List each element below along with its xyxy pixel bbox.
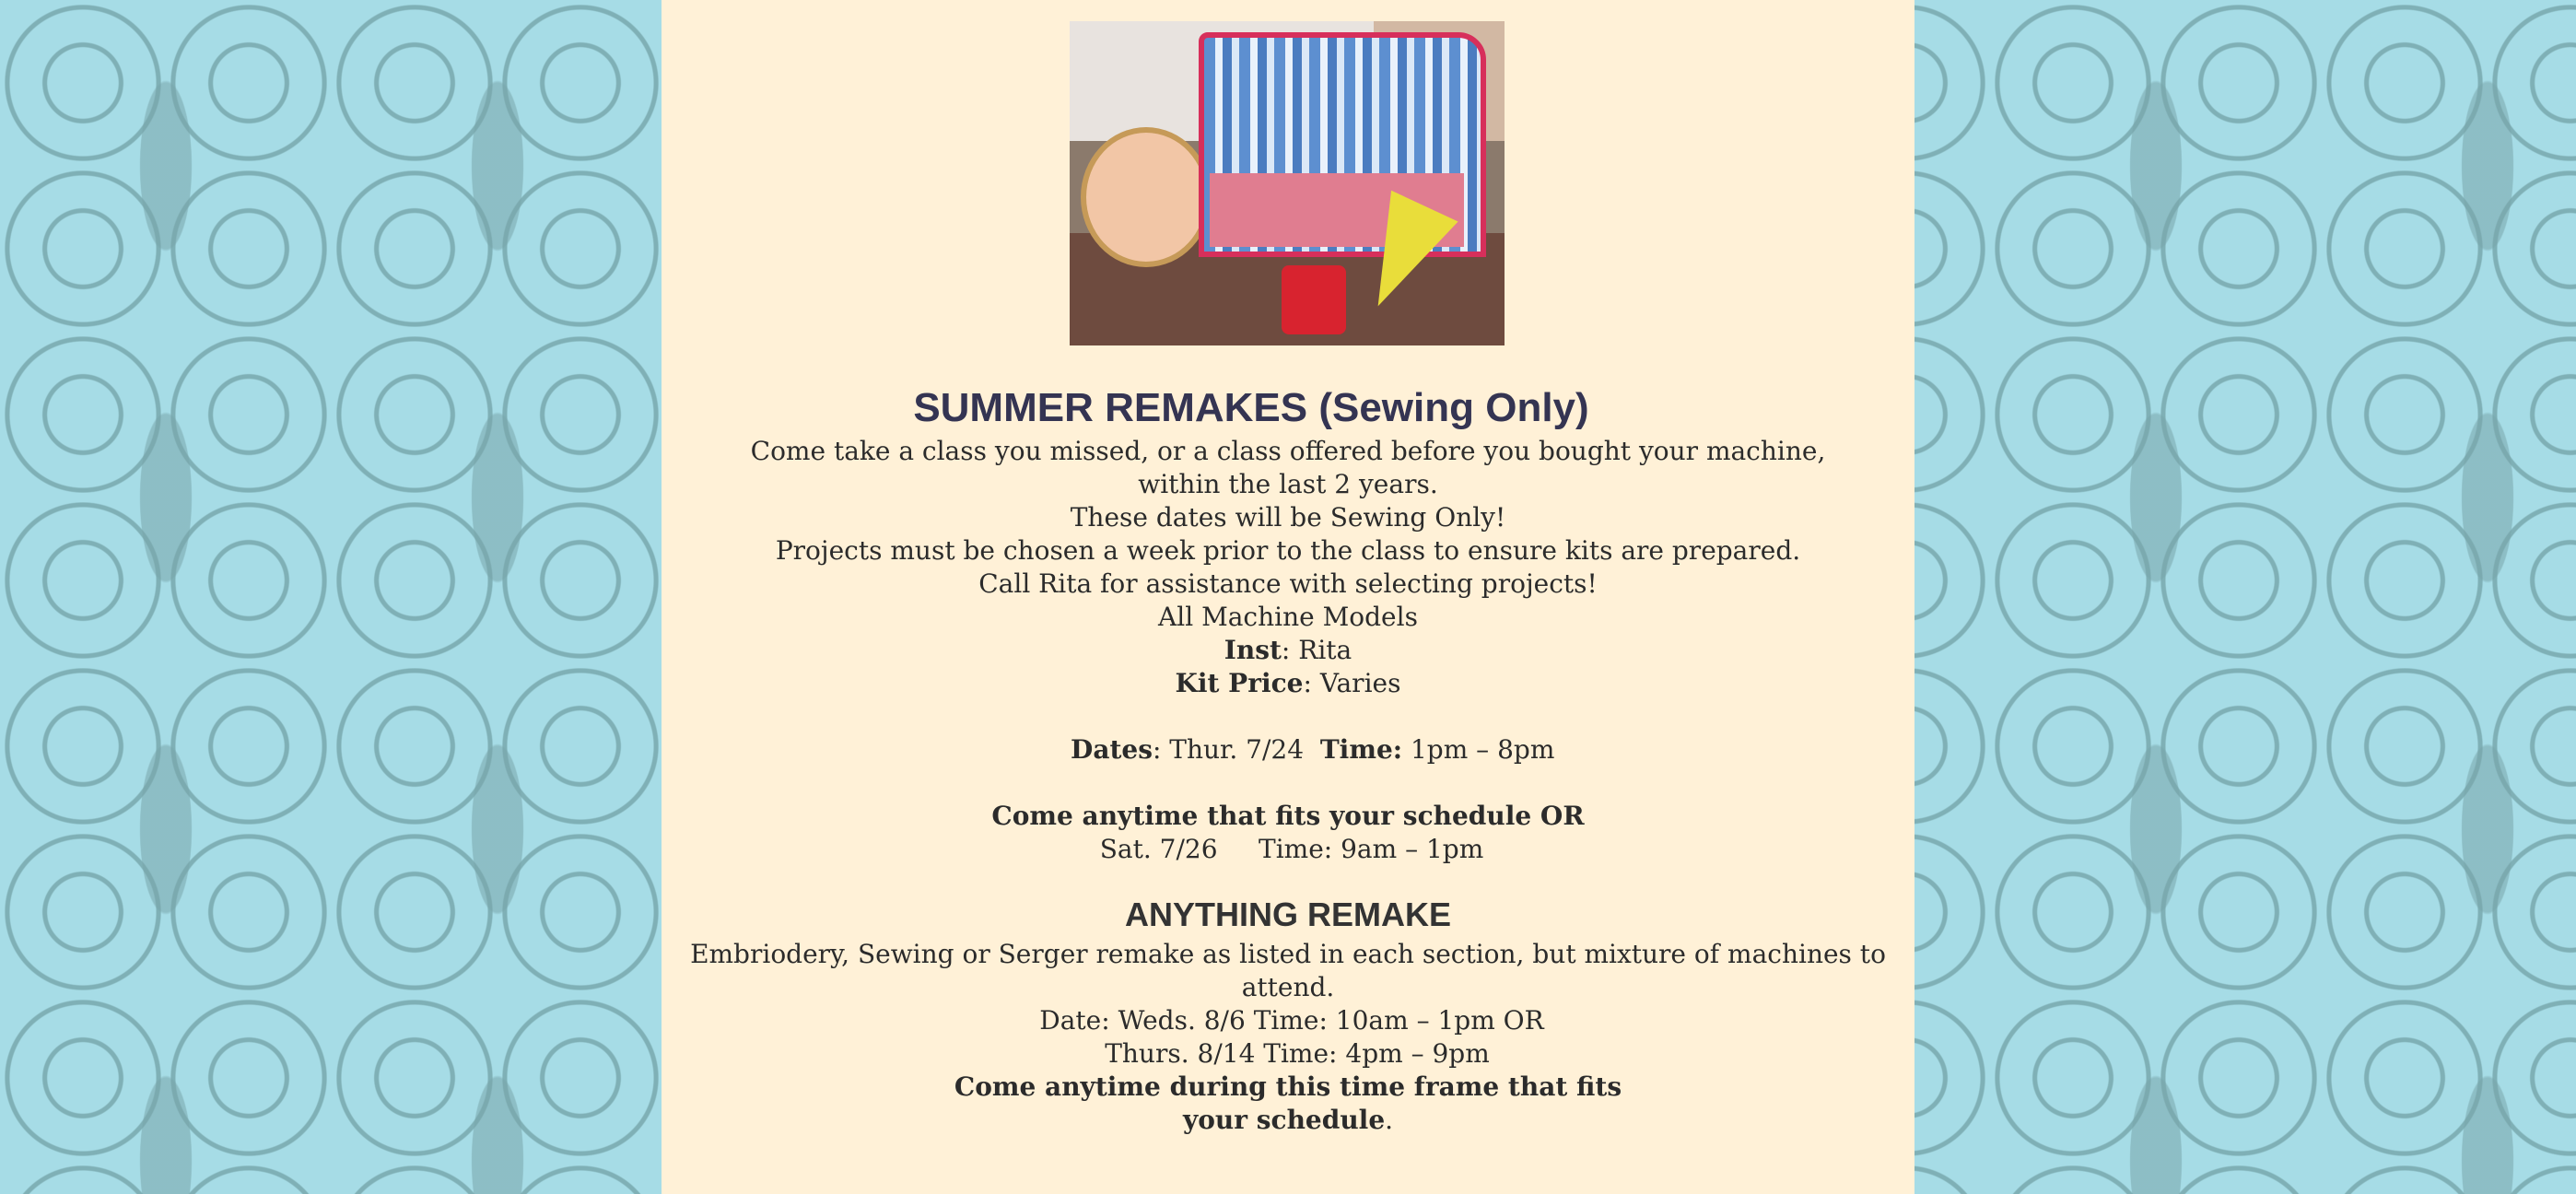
- instructor-line: [662, 634, 1914, 667]
- kit-price-line: [662, 667, 1914, 700]
- photo-basket: [1081, 127, 1212, 267]
- anything-remake-title: ANYTHING REMAKE: [1124, 896, 1451, 933]
- saturday-line: Sat. 7/26 Time: 9am – 1pm: [1099, 834, 1484, 864]
- dates-label: Dates: [1071, 734, 1153, 765]
- time-value: 1pm – 8pm: [1402, 734, 1555, 765]
- note-line-3: Call Rita for assistance with selecting projects!: [978, 568, 1598, 599]
- summer-remakes-title: SUMMER REMAKES (Sewing Only): [913, 385, 1589, 430]
- sewing-projects-photo: [1070, 21, 1505, 345]
- section-gap: [662, 866, 1914, 892]
- come-anytime-line: [662, 800, 1914, 833]
- intro-line-1: Come take a class you missed, or a class offered before you bought your machine,: [750, 436, 1826, 466]
- anything-come-2: [662, 1104, 1914, 1137]
- anything-come-text-2: your schedule: [1182, 1105, 1386, 1135]
- note-line-1: These dates will be Sewing Only!: [1070, 502, 1506, 533]
- come-anytime-text: Come anytime that fits your schedule OR: [991, 801, 1585, 831]
- dates-line: [662, 700, 1914, 800]
- anything-date-1: Date: Weds. 8/6 Time: 10am – 1pm OR: [1039, 1005, 1544, 1036]
- class-info: [662, 381, 1914, 1137]
- anything-date-2: Thurs. 8/14 Time: 4pm – 9pm: [1105, 1038, 1490, 1069]
- photo-red-bag: [1282, 265, 1346, 334]
- dates-value: : Thur. 7/24: [1152, 734, 1320, 765]
- anything-come-period: .: [1385, 1105, 1394, 1135]
- inst-label: Inst: [1224, 635, 1282, 665]
- machine-models: All Machine Models: [1158, 602, 1418, 632]
- anything-desc-1: Embriodery, Sewing or Serger remake as listed in each section, but mixture of machines to: [690, 939, 1886, 969]
- note-line-2: Projects must be chosen a week prior to the class to ensure kits are prepared.: [775, 535, 1801, 566]
- inst-value: : Rita: [1281, 635, 1352, 665]
- anything-come-1: [662, 1071, 1914, 1104]
- kit-label: Kit Price: [1175, 668, 1304, 698]
- intro-line-2: within the last 2 years.: [1138, 469, 1438, 499]
- anything-desc-2: attend.: [1241, 972, 1335, 1002]
- content-panel: [662, 0, 1914, 1194]
- kit-value: : Varies: [1303, 668, 1401, 698]
- time-label: Time:: [1319, 734, 1403, 765]
- anything-come-text-1: Come anytime during this time frame that fits: [954, 1071, 1622, 1102]
